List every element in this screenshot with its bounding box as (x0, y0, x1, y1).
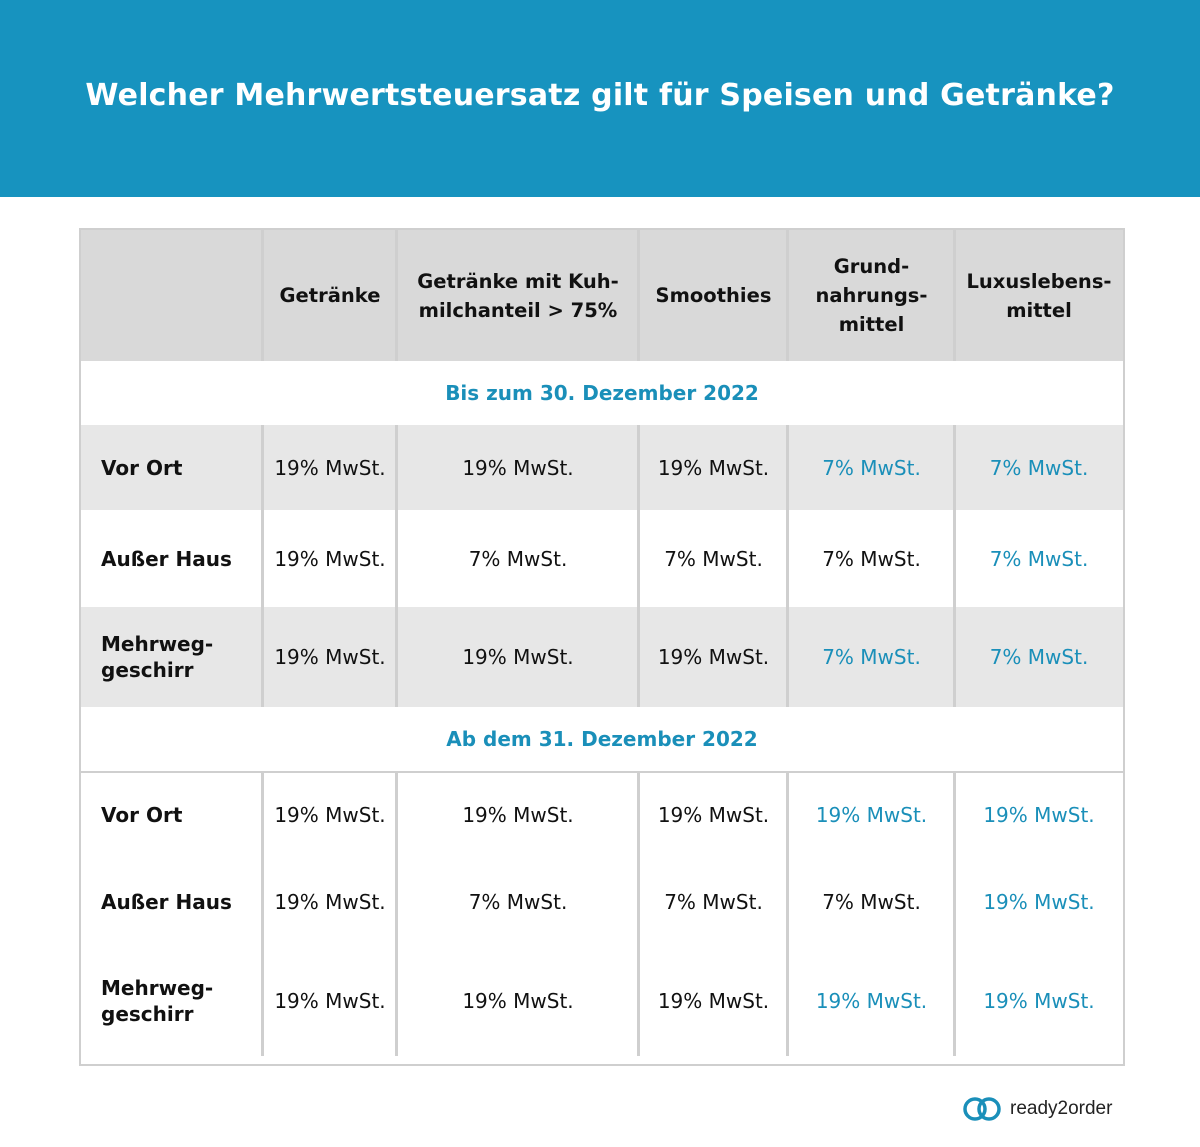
vat-rate-cell: 7% MwSt. (664, 546, 763, 571)
vat-table (79, 228, 1125, 1066)
column-header-label (816, 252, 928, 339)
brand-logo (962, 1094, 1112, 1124)
column-divider (786, 230, 789, 361)
vat-rate-cell: 19% MwSt. (657, 802, 770, 827)
table-row (81, 858, 1123, 945)
column-divider (786, 425, 789, 707)
column-header-label (417, 267, 618, 325)
vat-rate-cell: 19% MwSt. (274, 645, 386, 669)
vat-rate-cell: 19% MwSt. (274, 988, 386, 1013)
row-label-text (101, 631, 213, 683)
text-line: mittel (838, 313, 905, 336)
column-divider (637, 425, 640, 707)
column-divider (953, 230, 956, 361)
column-divider (786, 771, 789, 1056)
column-header (397, 230, 639, 361)
vat-rate-cell: 19% MwSt. (274, 802, 386, 827)
row-label-text (101, 975, 213, 1027)
text-line: geschirr (101, 1001, 194, 1026)
column-divider (261, 425, 264, 707)
text-line: Smoothies (655, 284, 772, 307)
table-row (81, 771, 1123, 858)
table-row (81, 510, 1123, 607)
table-row (81, 425, 1123, 510)
vat-rate-cell: 7% MwSt. (468, 546, 568, 571)
vat-rate-cell: 19% MwSt. (462, 988, 574, 1013)
column-divider (395, 771, 398, 1056)
column-divider (953, 425, 956, 707)
vat-rate-cell: 7% MwSt. (468, 889, 568, 914)
text-line: Luxuslebens- (966, 269, 1112, 293)
text-line: Außer Haus (101, 546, 232, 571)
section-divider (81, 771, 1123, 773)
vat-rate-cell: 19% MwSt. (462, 802, 574, 827)
vat-rate-cell: 19% MwSt. (815, 988, 928, 1013)
vat-rate-cell: 19% MwSt. (462, 645, 574, 669)
text-line: Getränke mit Kuh- (417, 269, 619, 293)
text-line: geschirr (101, 658, 194, 682)
column-divider (261, 230, 264, 361)
vat-rate-cell: 7% MwSt. (664, 889, 763, 914)
row-label-text (101, 889, 232, 915)
table-row (81, 945, 1123, 1056)
table-header-row (81, 230, 1123, 361)
column-divider (637, 230, 640, 361)
text-line: nahrungs- (815, 284, 928, 307)
column-header (263, 230, 397, 361)
ready2order-logo-icon (962, 1094, 1002, 1124)
vat-rate-cell: 19% MwSt. (657, 988, 770, 1013)
vat-rate-cell: 7% MwSt. (822, 455, 921, 480)
title-banner (0, 0, 1200, 197)
text-line: Mehrweg- (101, 632, 214, 656)
row-label-text (101, 455, 182, 481)
vat-rate-cell: 19% MwSt. (657, 455, 770, 480)
text-line: Vor Ort (101, 455, 183, 480)
vat-rate-cell: 7% MwSt. (989, 455, 1089, 480)
text-line: Grund- (833, 255, 910, 278)
vat-rate-cell: 19% MwSt. (983, 988, 1095, 1013)
vat-rate-cell: 7% MwSt. (822, 645, 921, 669)
text-line: mittel (1006, 298, 1072, 322)
column-divider (395, 230, 398, 361)
column-header (639, 230, 788, 361)
vat-rate-cell: 19% MwSt. (274, 546, 386, 571)
column-divider (953, 771, 956, 1056)
column-header (788, 230, 955, 361)
vat-rate-cell: 19% MwSt. (462, 455, 574, 480)
row-label (81, 858, 263, 945)
column-header-label (280, 281, 381, 310)
vat-rate-cell: 19% MwSt. (274, 889, 386, 914)
vat-rate-cell: 19% MwSt. (274, 455, 386, 480)
table-row (81, 607, 1123, 707)
column-divider (395, 425, 398, 707)
column-header-label (966, 267, 1111, 325)
text-line: Außer Haus (101, 889, 232, 914)
vat-rate-cell: 7% MwSt. (822, 546, 921, 571)
text-line: Getränke (279, 284, 381, 307)
row-label (81, 771, 263, 858)
vat-rate-cell: 7% MwSt. (822, 889, 921, 914)
column-divider (637, 771, 640, 1056)
column-header (955, 230, 1123, 361)
vat-rate-cell: 19% MwSt. (983, 802, 1095, 827)
text-line: milchanteil > 75% (418, 298, 618, 322)
row-label (81, 510, 263, 607)
row-label (81, 607, 263, 707)
text-line: Mehrweg- (101, 975, 214, 1000)
text-line: Vor Ort (101, 802, 183, 827)
brand-name: ready2order (1010, 1098, 1113, 1119)
vat-rate-cell: 7% MwSt. (989, 645, 1089, 669)
row-label (81, 945, 263, 1056)
vat-rate-cell: 7% MwSt. (989, 546, 1089, 571)
row-label-text (101, 546, 232, 572)
row-label-text (101, 802, 182, 828)
section-title: Bis zum 30. Dezember 2022 (445, 381, 759, 405)
column-header-label (656, 281, 772, 310)
page-title: Welcher Mehrwertsteuersatz gilt für Speisen und Getränke? (85, 78, 1115, 113)
column-divider (261, 771, 264, 1056)
vat-rate-cell: 19% MwSt. (983, 889, 1095, 914)
vat-rate-cell: 19% MwSt. (657, 645, 770, 669)
vat-rate-cell: 19% MwSt. (815, 802, 928, 827)
section-title: Ab dem 31. Dezember 2022 (446, 727, 758, 751)
header-corner-cell (81, 230, 263, 361)
row-label (81, 425, 263, 510)
